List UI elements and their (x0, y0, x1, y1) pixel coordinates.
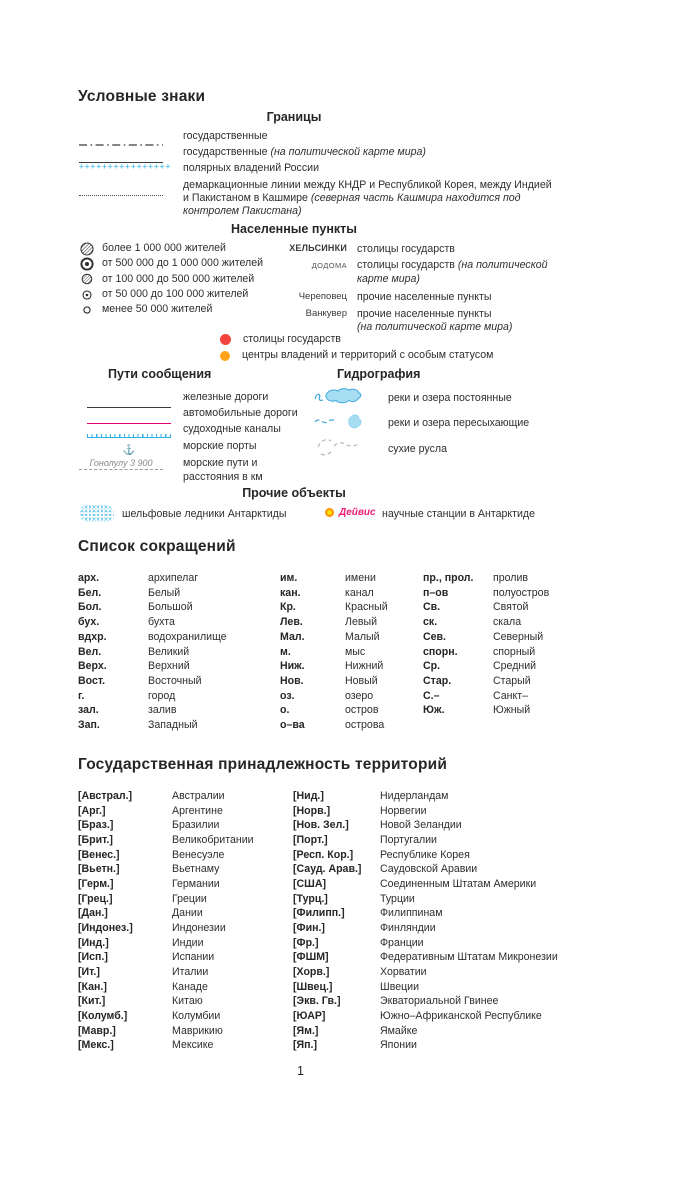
territory-row (78, 906, 254, 921)
dry-channel-icon (313, 435, 375, 464)
territory-owner: Федеративным Штатам Микронезии (380, 951, 558, 964)
abbreviation-meaning: канал (345, 586, 374, 599)
abbreviation-meaning: Восточный (148, 674, 202, 687)
legend-row-border-demarcation (79, 179, 575, 219)
legend-row-other-settlements-political (285, 308, 569, 335)
territory-owner: Австралии (172, 790, 225, 802)
territory-row (293, 950, 558, 965)
lake-river-icon (313, 386, 375, 412)
legend-label: государственные (на политической карте мира) (183, 146, 426, 159)
territory-owner: Саудовской Аравии (380, 863, 478, 876)
territory-owner: Филиппинам (380, 907, 443, 920)
abbreviation-row (280, 659, 388, 674)
legend-label: от 50 000 до 100 000 жителей (102, 287, 249, 300)
sea-route-icon: Гонолулу 3 900 (79, 458, 163, 470)
abbreviation: Нов. (280, 674, 304, 687)
territory-abbreviation: [Филипп.] (293, 907, 345, 920)
abbreviation-meaning: скала (493, 616, 522, 629)
abbreviation-meaning: спорный (493, 645, 536, 658)
legend-label: железные дороги (183, 391, 269, 403)
city-example: Череповец (298, 291, 347, 303)
abbreviations-col3 (423, 571, 549, 718)
legend-label: центры владений и территорий с особым статусом (242, 348, 494, 361)
abbreviation-row (280, 718, 388, 733)
legend-label: реки и озера постоянные (388, 392, 512, 405)
territory-abbreviation: [Швец.] (293, 980, 333, 993)
abbreviation: Верх. (78, 660, 107, 673)
territory-row (293, 936, 558, 951)
abbreviation: Вост. (78, 674, 106, 687)
territory-row (293, 862, 558, 877)
abbreviation-meaning: пролив (493, 572, 529, 584)
territory-owner: Португалии (380, 833, 437, 846)
territory-abbreviation: [Браз.] (78, 819, 114, 832)
territory-owner: Испании (172, 951, 215, 964)
territory-abbreviation: [Норв.] (293, 804, 331, 817)
legend-label: столицы государств (243, 333, 341, 346)
abbreviation-meaning: Старый (493, 674, 531, 687)
territory-row (293, 921, 558, 936)
territory-row (293, 789, 558, 804)
abbreviation: Ср. (423, 660, 441, 673)
abbreviation-row (280, 615, 388, 630)
territory-owner: Колумбии (172, 1009, 221, 1022)
legend-row-ports (79, 440, 319, 455)
abbreviation-meaning: водохранилище (148, 630, 227, 643)
abbreviation-meaning: Санкт– (493, 689, 529, 702)
territory-owner: Норвегии (380, 804, 427, 817)
abbreviation: о–ва (280, 719, 305, 732)
legend-label: научные станции в Антарктиде (382, 508, 535, 520)
territory-row (78, 1009, 254, 1024)
territory-row (293, 877, 558, 892)
abbreviation: м. (280, 645, 291, 658)
page-title: Условные знаки (78, 88, 206, 105)
territories-col2 (293, 789, 558, 1053)
abbreviation-row (423, 586, 549, 601)
territory-abbreviation: [Арг.] (78, 804, 106, 817)
territory-row (78, 1038, 254, 1053)
territory-owner: Мексике (172, 1039, 214, 1052)
abbreviation: им. (280, 572, 298, 584)
legend-label: от 100 000 до 500 000 жителей (102, 272, 255, 285)
territory-abbreviation: [Кан.] (78, 980, 107, 993)
territory-row (78, 833, 254, 848)
territory-owner: Маврикию (172, 1024, 223, 1037)
territory-owner: Хорватии (380, 965, 427, 978)
legend-label: реки и озера пересыхающие (388, 416, 530, 429)
territory-owner: Финляндии (380, 921, 436, 934)
abbreviation-row (280, 586, 388, 601)
territory-abbreviation: [Колумб.] (78, 1009, 128, 1022)
abbreviation-row (423, 703, 549, 718)
territory-abbreviation: [Порт.] (293, 833, 328, 846)
abbreviation-row (423, 615, 549, 630)
borders-heading: Границы (266, 110, 322, 124)
territory-abbreviation: [Экв. Гв.] (293, 995, 341, 1008)
abbreviation: о. (280, 704, 290, 717)
territory-abbreviation: [Грец.] (78, 892, 113, 905)
legend-label: сухие русла (388, 442, 447, 455)
territory-owner: Великобритании (172, 833, 254, 846)
territory-owner: Дании (172, 907, 203, 920)
city-circle-hatched-large-icon (80, 242, 94, 256)
abbreviation: Зап. (78, 719, 100, 732)
abbreviation-meaning: острова (345, 719, 385, 732)
abbreviation-meaning: озеро (345, 689, 374, 702)
legend-row-other-settlements (285, 291, 569, 304)
territory-owner: Венесуэле (172, 848, 225, 861)
abbreviation-meaning: мыс (345, 645, 366, 658)
abbreviation: Кр. (280, 601, 296, 614)
city-example: ХЕЛЬСИНКИ (289, 243, 347, 253)
territory-owner: Бразилии (172, 819, 220, 832)
legend-label: более 1 000 000 жителей (102, 241, 226, 254)
abbreviation: Ниж. (280, 660, 305, 673)
territory-abbreviation: [Ям.] (293, 1024, 319, 1037)
anchor-icon: ⚓ (122, 444, 136, 456)
abbreviation-meaning: Белый (148, 586, 181, 599)
territory-row (78, 789, 254, 804)
legend-label: полярных владений России (183, 162, 319, 175)
territory-owner: Республике Корея (380, 848, 470, 861)
legend-row-center-dot (220, 348, 493, 364)
routes-heading: Пути сообщения (108, 367, 212, 381)
plus-line-icon: ++++++++++++++++ (79, 162, 172, 172)
legend-label: судоходные каналы (183, 423, 281, 436)
legend-row-capital-dot (220, 332, 493, 348)
territory-owner: Китаю (172, 995, 203, 1008)
territory-abbreviation: [Вьетн.] (78, 863, 120, 876)
territory-owner: Нидерландам (380, 790, 449, 802)
abbreviation: оз. (280, 689, 295, 702)
territory-owner: Соединенным Штатам Америки (380, 877, 537, 890)
territory-row (293, 848, 558, 863)
territory-abbreviation: [Индонез.] (78, 921, 133, 934)
territory-abbreviation: [Брит.] (78, 833, 113, 846)
page-number: 1 (297, 1064, 304, 1078)
abbreviation-meaning: залив (148, 704, 177, 717)
abbreviations-title: Список сокращений (78, 538, 236, 555)
territory-row (293, 1024, 558, 1039)
abbreviation: Бол. (78, 601, 102, 614)
legend-row-lakes-permanent (313, 386, 529, 412)
abbreviation-row (423, 571, 549, 586)
other-objects-heading: Прочие объекты (242, 486, 346, 500)
territory-abbreviation: [Дан.] (78, 907, 108, 920)
abbreviation: Лев. (280, 616, 303, 629)
borders-section (79, 130, 575, 220)
legend-label: прочие населенные пункты (на политической карте мира) (357, 307, 513, 334)
legend-row-border-state (79, 130, 575, 145)
abbreviation-meaning: город (148, 689, 176, 702)
capital-dots (220, 332, 493, 364)
abbreviation-row (280, 630, 388, 645)
abbreviation-row (280, 571, 388, 586)
abbreviation-meaning: Красный (345, 601, 388, 614)
territory-abbreviation: [Герм.] (78, 877, 114, 890)
legend-row-sea-routes (79, 457, 319, 484)
territory-abbreviation: [Хорв.] (293, 965, 330, 978)
ice-shelf-icon (80, 505, 114, 522)
territory-row (293, 1009, 558, 1024)
territory-abbreviation: [Респ. Кор.] (293, 848, 354, 861)
abbreviation: Вел. (78, 645, 102, 658)
territory-owner: Экваториальной Гвинее (380, 995, 499, 1008)
territory-row (293, 980, 558, 995)
legend-row-city-small (80, 302, 263, 317)
abbreviation-meaning: имени (345, 572, 376, 584)
territories-title: Государственная принадлежность территорий (78, 756, 448, 773)
abbreviation: зал. (78, 704, 99, 717)
territory-row (293, 1038, 558, 1053)
abbreviation: Сев. (423, 630, 446, 643)
abbreviation-meaning: Южный (493, 704, 531, 717)
abbreviation-meaning: Великий (148, 645, 190, 658)
abbreviation: пр., прол. (423, 572, 474, 584)
abbreviation-meaning: Святой (493, 601, 529, 614)
territory-abbreviation: [Исп.] (78, 951, 108, 964)
abbreviation-meaning: остров (345, 704, 379, 717)
abbreviation-row (423, 630, 549, 645)
abbreviation: С.– (423, 689, 440, 702)
hydrography-heading: Гидрография (337, 367, 421, 381)
city-example: ДОДОМА (311, 261, 347, 271)
territory-row (78, 877, 254, 892)
abbreviation-row (280, 645, 388, 660)
territory-abbreviation: [Мавр.] (78, 1024, 116, 1037)
legend-row-railways (79, 391, 319, 406)
legend-label: морские порты (183, 439, 257, 452)
legend-label: менее 50 000 жителей (102, 303, 213, 316)
abbreviation-row (423, 674, 549, 689)
abbreviation-meaning: Северный (493, 630, 544, 643)
territory-row (293, 833, 558, 848)
legend-label: прочие населенные пункты (357, 291, 492, 304)
territory-abbreviation: [США] (293, 877, 327, 890)
abbreviation: Стар. (423, 674, 452, 687)
other-objects-section (80, 504, 620, 528)
territory-owner: Ямайке (380, 1024, 418, 1037)
hydrography-section (313, 386, 529, 464)
abbreviation: Бел. (78, 586, 102, 599)
red-capital-dot-icon (220, 334, 231, 345)
drying-lake-icon (313, 412, 375, 435)
abbreviation-row (78, 718, 227, 733)
territory-abbreviation: [Австрал.] (78, 790, 133, 802)
legend-row-capitals-political (285, 259, 569, 286)
territory-abbreviation: [ЮАР] (293, 1009, 326, 1022)
abbreviation-row (78, 571, 227, 586)
territory-row (78, 1024, 254, 1039)
city-circle-ring-dot-icon (80, 257, 94, 271)
abbreviation-meaning: Средний (493, 660, 537, 673)
territory-owner: Швеции (380, 980, 420, 993)
territory-row (293, 965, 558, 980)
territories-col1 (78, 789, 254, 1053)
abbreviation: г. (78, 689, 85, 702)
abbreviation: п–ов (423, 586, 449, 599)
station-dot-icon (325, 508, 334, 517)
territory-owner: Аргентине (172, 804, 223, 817)
city-example: Ванкувер (305, 307, 347, 319)
abbreviations-col1 (78, 571, 227, 733)
territory-owner: Вьетнаму (172, 863, 220, 876)
legend-label: морские пути и расстояния в км (183, 457, 263, 483)
abbreviation-meaning: Большой (148, 601, 193, 614)
abbreviation-meaning: Западный (148, 719, 198, 732)
territory-row (78, 994, 254, 1009)
routes-section (79, 391, 319, 486)
city-circle-hatched-small-icon (80, 272, 94, 286)
abbreviation-row (78, 689, 227, 704)
territory-owner: Франции (380, 936, 424, 949)
territory-row (78, 936, 254, 951)
territory-row (293, 818, 558, 833)
territory-abbreviation: [Нид.] (293, 790, 324, 802)
orange-center-dot-icon (220, 351, 230, 361)
territory-abbreviation: [Мекс.] (78, 1039, 114, 1052)
abbreviation-row (78, 630, 227, 645)
legend-row-capitals (285, 243, 569, 256)
legend-row-city-1m (80, 241, 263, 256)
settlements-heading: Населенные пункты (231, 222, 357, 236)
territory-owner: Германии (172, 877, 220, 890)
territory-row (293, 994, 558, 1009)
legend-row-city-50k (80, 287, 263, 302)
legend-row-canals (79, 423, 319, 438)
abbreviation-row (280, 703, 388, 718)
settlement-sizes (80, 241, 263, 317)
territory-row (78, 862, 254, 877)
legend-row-border-polar (79, 162, 575, 177)
abbreviation-row (78, 703, 227, 718)
abbreviation-row (78, 586, 227, 601)
abbreviation: бух. (78, 616, 100, 629)
territory-abbreviation: [Ит.] (78, 965, 100, 978)
territory-abbreviation: [Инд.] (78, 936, 109, 949)
abbreviation: Св. (423, 601, 441, 614)
territory-abbreviation: [Фр.] (293, 936, 319, 949)
territory-abbreviation: [Яп.] (293, 1039, 318, 1052)
legend-label: столицы государств (на политической карте мира) (357, 259, 548, 285)
territory-abbreviation: [Сауд. Арав.] (293, 863, 362, 876)
territory-owner: Индии (172, 936, 204, 949)
abbreviation: ск. (423, 616, 438, 629)
settlement-types (285, 243, 569, 334)
territory-row (78, 950, 254, 965)
abbreviation-row (78, 674, 227, 689)
legend-row-city-500k (80, 256, 263, 271)
abbreviation-row (423, 645, 549, 660)
abbreviation-row (78, 645, 227, 660)
abbreviation-meaning: полуостров (493, 586, 550, 599)
territory-row (78, 818, 254, 833)
abbreviation-row (78, 615, 227, 630)
abbreviation-row (423, 689, 549, 704)
legend-label: демаркационные линии между КНДР и Республикой Корея, между Индией и Пакистаном в Кашмире (северная часть Кашмира находится под контролем Пакистана) (183, 178, 552, 218)
abbreviation: Мал. (280, 630, 305, 643)
abbreviation: арх. (78, 572, 100, 584)
territory-owner: Индонезии (172, 921, 226, 934)
territory-row (78, 965, 254, 980)
territory-owner: Японии (380, 1039, 417, 1052)
territory-abbreviation: [Кит.] (78, 995, 106, 1008)
abbreviation-row (423, 600, 549, 615)
territory-abbreviation: [Фин.] (293, 921, 325, 934)
abbreviation-row (423, 659, 549, 674)
territory-owner: Италии (172, 965, 209, 978)
abbreviation-meaning: Новый (345, 674, 378, 687)
abbreviation-meaning: Верхний (148, 660, 190, 673)
abbreviation: вдхр. (78, 630, 107, 643)
legend-row-border-state-political (79, 146, 575, 161)
abbreviation-meaning: Левый (345, 616, 378, 629)
territory-row (78, 980, 254, 995)
city-circle-dot-icon (80, 288, 94, 302)
abbreviation-row (280, 689, 388, 704)
territory-row (293, 906, 558, 921)
territory-owner: Новой Зеландии (380, 819, 462, 832)
legend-label: автомобильные дороги (183, 407, 298, 420)
abbreviation-row (78, 659, 227, 674)
territory-row (78, 892, 254, 907)
territory-row (293, 892, 558, 907)
legend-row-dry-channels (313, 435, 529, 464)
abbreviation-meaning: бухта (148, 616, 175, 629)
territory-abbreviation: [Нов. Зел.] (293, 819, 349, 832)
territory-row (78, 921, 254, 936)
legend-label: государственные (183, 130, 268, 142)
abbreviation: спорн. (423, 645, 458, 658)
abbreviation-meaning: Малый (345, 630, 380, 643)
city-circle-empty-icon (80, 303, 94, 317)
territory-row (78, 804, 254, 819)
dotted-line-icon (79, 183, 163, 201)
legend-row-roads (79, 407, 319, 422)
territory-owner: Южно–Африканской Республике (380, 1009, 542, 1022)
territory-owner: Канаде (172, 980, 208, 993)
territory-owner: Турции (380, 892, 415, 905)
territory-abbreviation: [ФШМ] (293, 951, 329, 964)
abbreviation: кан. (280, 586, 301, 599)
abbreviation-row (280, 600, 388, 615)
legend-label: шельфовые ледники Антарктиды (122, 508, 287, 520)
territory-row (78, 848, 254, 863)
territory-abbreviation: [Турц.] (293, 892, 328, 905)
abbreviation-row (280, 674, 388, 689)
territory-abbreviation: [Венес.] (78, 848, 120, 861)
abbreviation-meaning: Нижний (345, 660, 384, 673)
abbreviation: Юж. (423, 704, 445, 717)
territory-owner: Греции (172, 892, 207, 905)
legend-label: от 500 000 до 1 000 000 жителей (102, 257, 264, 270)
station-example: Дейвис (339, 507, 376, 518)
legend-label: столицы государств (357, 243, 455, 255)
abbreviation-row (78, 600, 227, 615)
abbreviations-col2 (280, 571, 388, 733)
territory-row (293, 804, 558, 819)
abbreviation-meaning: архипелаг (148, 572, 199, 584)
legend-row-lakes-drying (313, 412, 529, 435)
legend-row-city-100k (80, 272, 263, 287)
